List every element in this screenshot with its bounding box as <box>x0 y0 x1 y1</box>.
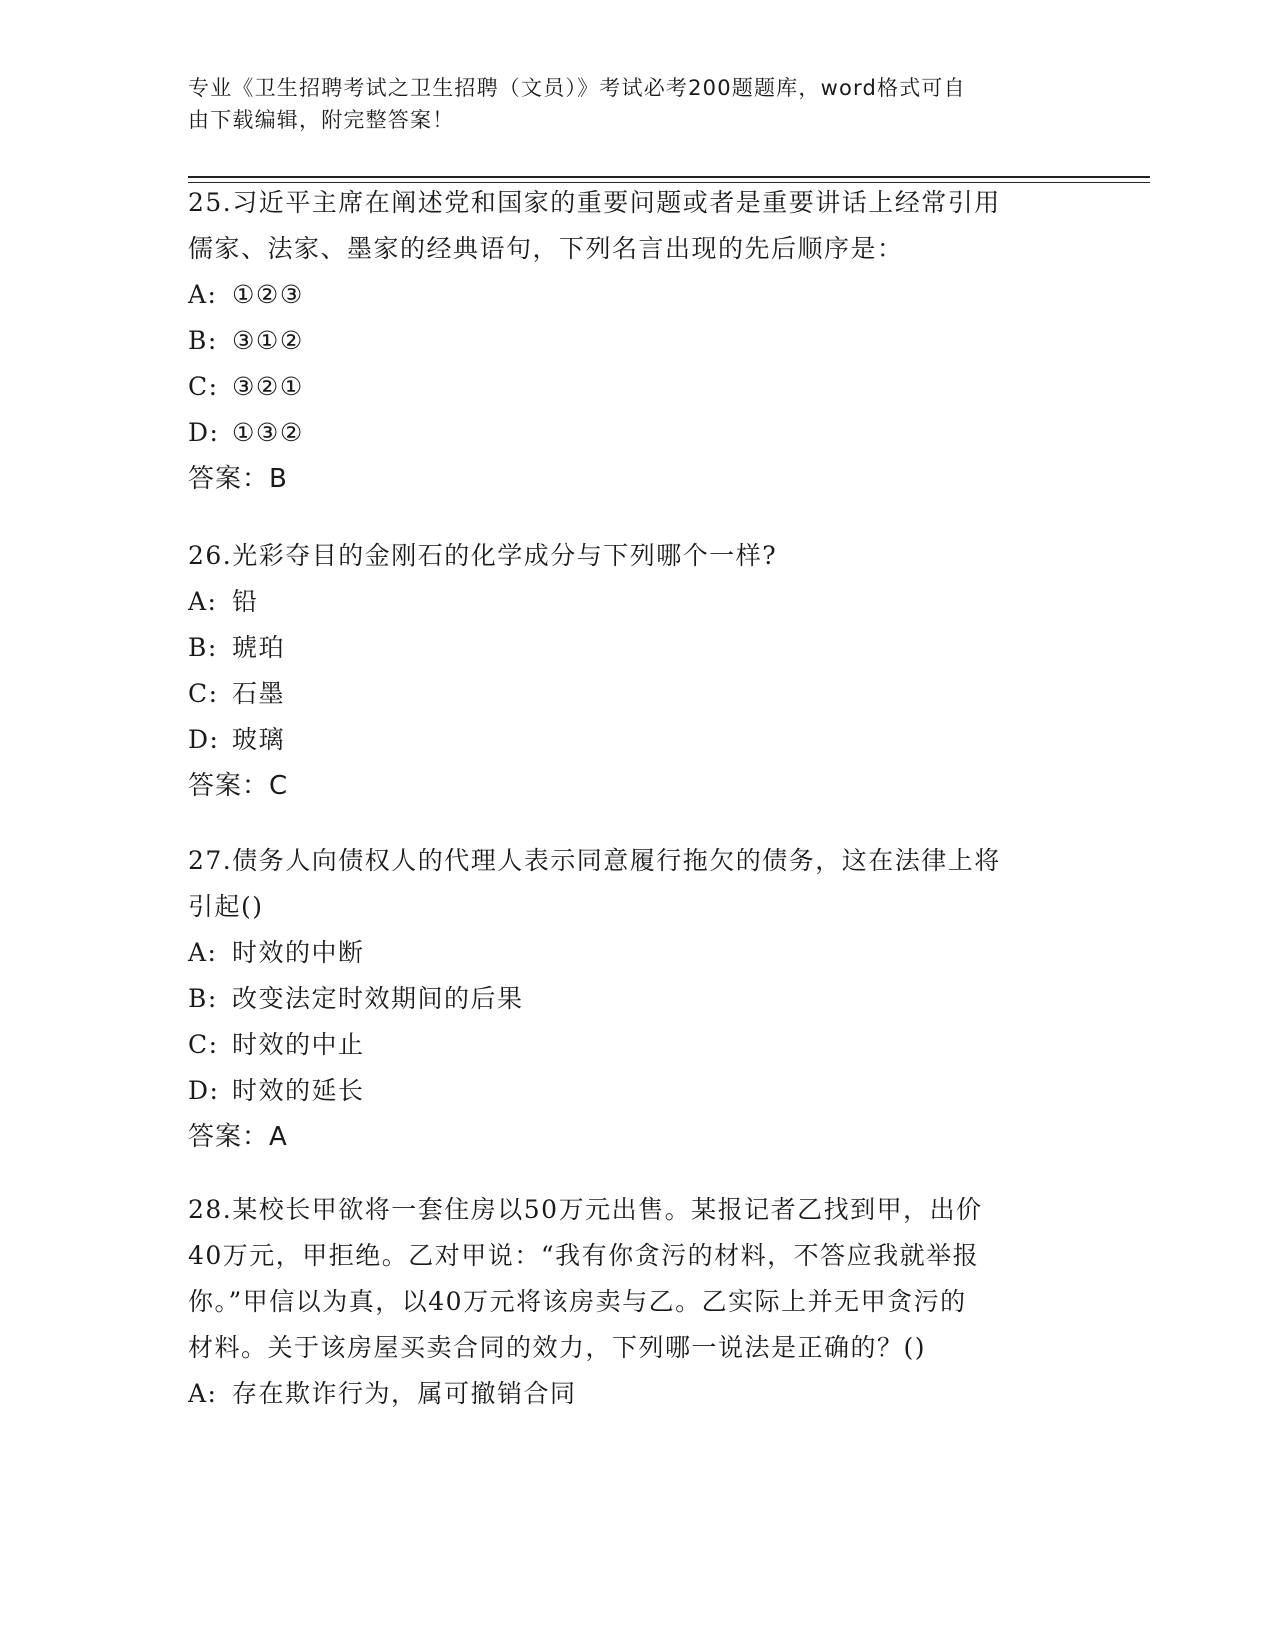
option-c <box>188 671 1088 717</box>
option-key: A: <box>188 280 218 309</box>
header-divider-thick <box>188 176 1150 178</box>
option-key: B: <box>188 984 218 1013</box>
option-d <box>188 717 1088 763</box>
option-key: C: <box>188 372 219 401</box>
question-28 <box>188 1187 1088 1417</box>
option-a <box>188 272 1088 318</box>
option-key: C: <box>188 679 219 708</box>
question-stem-line: 儒家、法家、墨家的经典语句，下列名言出现的先后顺序是： <box>188 234 904 263</box>
option-key: D: <box>188 725 220 754</box>
option-text: 存在欺诈行为，属可撤销合同 <box>232 1379 577 1408</box>
option-text: ③②① <box>232 372 304 401</box>
header-line-1: 专业《卫生招聘考试之卫生招聘（文员）》考试必考200题题库，word格式可自 <box>188 76 966 100</box>
option-b <box>188 976 1088 1022</box>
option-text: ③①② <box>232 326 304 355</box>
question-27 <box>188 838 1088 1160</box>
option-text: 琥珀 <box>232 633 286 662</box>
option-key: C: <box>188 1030 219 1059</box>
option-a <box>188 1371 1088 1417</box>
header-line-2: 由下载编辑，附完整答案！ <box>188 108 455 132</box>
question-26 <box>188 533 1088 809</box>
option-c <box>188 1022 1088 1068</box>
option-d <box>188 410 1088 456</box>
option-key: B: <box>188 326 218 355</box>
answer-line: 答案：C <box>188 771 289 801</box>
option-key: A: <box>188 1379 218 1408</box>
question-stem-line: 28.某校长甲欲将一套住房以50万元出售。某报记者乙找到甲，出价 <box>188 1195 983 1224</box>
question-stem-line: 材料。关于该房屋买卖合同的效力，下列哪一说法是正确的？() <box>188 1333 927 1362</box>
question-stem-line: 40万元，甲拒绝。乙对甲说：“我有你贪污的材料，不答应我就举报 <box>188 1241 980 1270</box>
option-a <box>188 579 1088 625</box>
question-stem-line: 25.习近平主席在阐述党和国家的重要问题或者是重要讲话上经常引用 <box>188 188 1001 217</box>
option-text: 时效的中止 <box>232 1030 365 1059</box>
answer-line: 答案：A <box>188 1122 288 1152</box>
option-b <box>188 318 1088 364</box>
option-text: 时效的中断 <box>232 938 365 967</box>
option-b <box>188 625 1088 671</box>
option-key: A: <box>188 938 218 967</box>
question-stem-line: 你。”甲信以为真，以40万元将该房卖与乙。乙实际上并无甲贪污的 <box>188 1287 967 1316</box>
question-stem-line: 27.债务人向债权人的代理人表示同意履行拖欠的债务，这在法律上将 <box>188 846 1001 875</box>
option-text: ①②③ <box>232 280 304 309</box>
document-header <box>188 72 1068 136</box>
question-25 <box>188 180 1088 502</box>
option-key: A: <box>188 587 218 616</box>
option-text: 改变法定时效期间的后果 <box>232 984 524 1013</box>
option-key: D: <box>188 418 220 447</box>
option-c <box>188 364 1088 410</box>
option-text: 石墨 <box>232 679 286 708</box>
option-text: 时效的延长 <box>232 1076 365 1105</box>
option-key: B: <box>188 633 218 662</box>
question-stem-line: 引起() <box>188 892 264 921</box>
option-d <box>188 1068 1088 1114</box>
option-key: D: <box>188 1076 220 1105</box>
option-a <box>188 930 1088 976</box>
question-stem-line: 26.光彩夺目的金刚石的化学成分与下列哪个一样? <box>188 541 778 570</box>
option-text: 铅 <box>232 587 259 616</box>
option-text: ①③② <box>232 418 304 447</box>
option-text: 玻璃 <box>232 725 286 754</box>
answer-line: 答案：B <box>188 464 288 494</box>
